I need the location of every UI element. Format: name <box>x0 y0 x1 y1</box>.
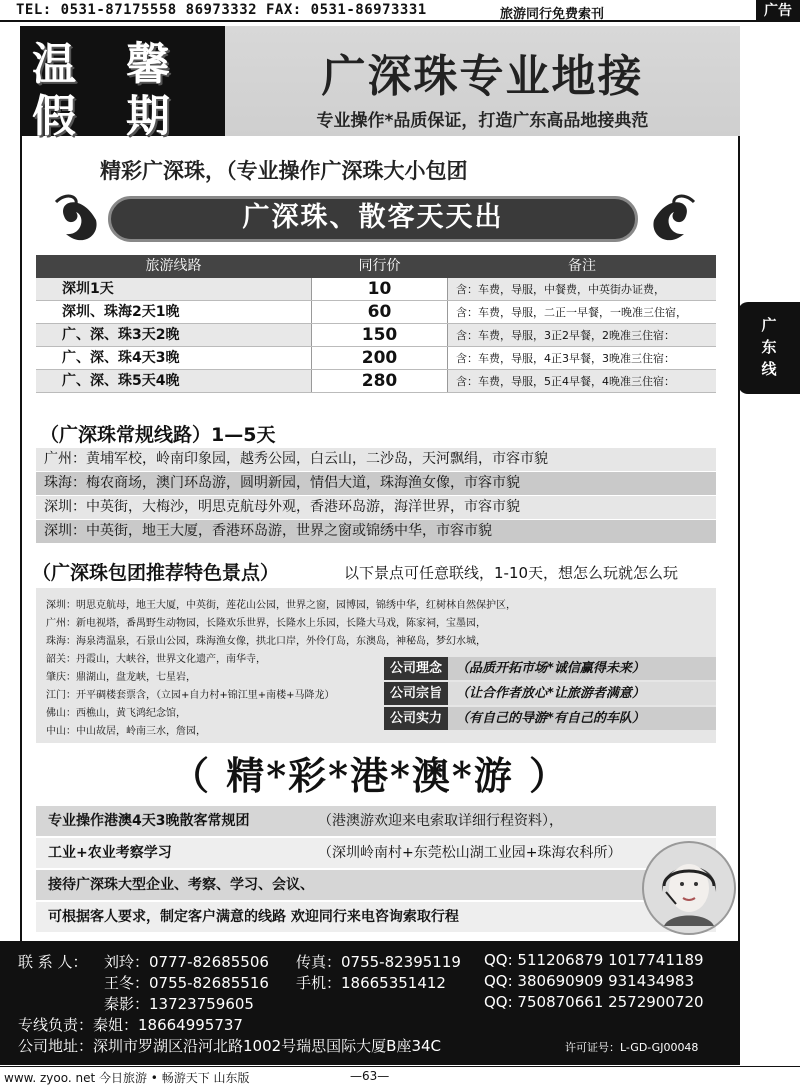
brand-char-3: 假 <box>32 91 76 142</box>
featured-spots-note: 以下景点可任意联线，1-10天，想怎么玩就怎么玩 <box>344 564 679 582</box>
hk-row-note: （港澳游欢迎来电索取详细行程资料）， <box>318 813 563 829</box>
qq-number: QQ: 511206879 1017741189 <box>484 951 704 969</box>
note-cell: 含：车费，导服，5正4早餐，4晚准三住宿： <box>456 375 675 388</box>
price-cell: 150 <box>311 324 448 346</box>
page-footer <box>0 1066 800 1086</box>
page-subtitle: 专业操作*品质保证，打造广东高品地接典范 <box>316 111 649 131</box>
hk-row-main: 可根据客人要求，制定客户满意的线路 欢迎同行来电咨询索取行程 <box>48 909 459 925</box>
table-body <box>36 278 716 393</box>
company-key: 公司理念 <box>384 657 448 680</box>
contact-block <box>0 941 740 1065</box>
company-philosophy-row <box>384 657 716 680</box>
company-key: 公司实力 <box>384 707 448 730</box>
hk-row <box>36 902 716 932</box>
contacts-label: 联 系 人： <box>18 953 88 971</box>
list-item: 中山：中山故居，岭南三水，詹园， <box>46 726 206 737</box>
left-ornament-icon <box>52 190 102 248</box>
brand-char-1: 温 <box>32 39 76 90</box>
list-item: 佛山：西樵山，黄飞鸿纪念馆， <box>46 708 186 719</box>
company-purpose-row <box>384 682 716 705</box>
top-bar <box>0 0 800 22</box>
hk-row <box>36 870 716 900</box>
region-tab <box>738 302 800 394</box>
header-panel <box>225 26 740 136</box>
company-value: （让合作者放心*让旅游者满意） <box>456 686 645 701</box>
price-cell: 200 <box>311 347 448 369</box>
brand-char-4: 期 <box>126 91 170 142</box>
contact-line: TEL: 0531-87175558 86973332 FAX: 0531-86973331 <box>16 2 427 18</box>
index-label: 旅游同行免费索刊 <box>500 7 605 22</box>
customer-service-avatar-icon <box>640 836 738 936</box>
list-item: 珠海：梅农商场，澳门环岛游，圆明新园，情侣大道，珠海渔女像，市容市貌 <box>36 472 716 495</box>
region-tab-char-1: 广 <box>761 316 777 334</box>
hk-row-main: 工业+农业考察学习 <box>48 845 172 861</box>
note-cell: 含：车费，导服，4正3早餐，3晚准三住宿： <box>456 352 675 365</box>
route-cell: 广、深、珠5天4晚 <box>62 373 180 389</box>
list-item: 广州：新电视塔，番禺野生动物园，长隆欢乐世界，长隆水上乐园，长隆大马戏，陈家祠，宝墨园， <box>46 618 486 629</box>
list-item: 珠海：海泉湾温泉，石景山公园，珠海渔女像，拱北口岸，外伶仃岛，东澳岛，神秘岛，梦幻水城， <box>46 636 486 647</box>
table-row <box>36 324 716 347</box>
note-cell: 含：车费，导服，二正一早餐，一晚准三住宿， <box>456 306 687 319</box>
qq-number: QQ: 380690909 931434983 <box>484 972 694 990</box>
hk-row <box>36 806 716 836</box>
col-price: 同行价 <box>358 258 401 274</box>
price-cell: 10 <box>311 278 448 300</box>
company-address: 公司地址：深圳市罗湖区沿河北路1002号瑞思国际大厦B座34C <box>18 1037 442 1055</box>
hk-row-main: 接待广深珠大型企业、考察、学习、会议、 <box>48 877 314 893</box>
route-cell: 深圳1天 <box>62 281 114 297</box>
table-row <box>36 347 716 370</box>
list-item: 深圳：中英街，地王大厦，香港环岛游，世界之窗或锦绣中华，市容市貌 <box>36 520 716 543</box>
ad-tag: 广告 <box>756 0 800 22</box>
line-manager: 专线负责：秦姐：18664995737 <box>18 1016 243 1034</box>
hk-row-main: 专业操作港澳4天3晚散客常规团 <box>48 813 250 829</box>
qq-number: QQ: 750870661 2572900720 <box>484 993 704 1011</box>
page-number: —63— <box>350 1069 390 1083</box>
col-note: 备注 <box>568 258 596 274</box>
brand-logo <box>20 26 225 142</box>
hk-macau-title: （ 精*彩*港*澳*游 ） <box>171 753 569 798</box>
mobile-number: 手机：18665351412 <box>296 974 446 992</box>
col-route: 旅游线路 <box>145 258 202 274</box>
note-cell: 含：车费，导服，3正2早餐，2晚准三住宿： <box>456 329 675 342</box>
company-key: 公司宗旨 <box>384 682 448 705</box>
route-cell: 广、深、珠4天3晚 <box>62 350 180 366</box>
list-item: 深圳：明思克航母，地王大厦，中英街，莲花山公园，世界之窗，园博园，锦绣中华，红树林自然保护区， <box>46 600 516 611</box>
company-strength-row <box>384 707 716 730</box>
list-item: 深圳：中英街，大梅沙，明思克航母外观，香港环岛游，海洋世界，市容市貌 <box>36 496 716 519</box>
region-tab-char-2: 东 <box>761 338 777 356</box>
company-value: （有自己的导游*有自己的车队） <box>456 711 645 726</box>
footer-site: www. zyoo. net 今日旅游 • 畅游天下 山东版 <box>4 1071 250 1085</box>
slogan: 精彩广深珠，（专业操作广深珠大小包团 <box>100 159 468 183</box>
price-cell: 60 <box>311 301 448 323</box>
table-row <box>36 301 716 324</box>
route-cell: 深圳、珠海2天1晚 <box>62 304 180 320</box>
table-row <box>36 370 716 393</box>
hk-row <box>36 838 716 868</box>
fax-number: 传真：0755-82395119 <box>296 953 461 971</box>
price-table <box>36 255 716 393</box>
contact-person: 王冬：0755-82685516 <box>104 974 269 992</box>
list-item: 韶关：丹霞山，大峡谷，世界文化遗产，南华寺， <box>46 654 266 665</box>
company-value: （品质开拓市场*诚信赢得未来） <box>456 661 645 676</box>
list-item: 肇庆：鼎湖山，盘龙峡，七星岩， <box>46 672 196 683</box>
table-header <box>36 255 716 278</box>
right-ornament-icon <box>648 190 698 248</box>
price-cell: 280 <box>311 370 448 392</box>
note-cell: 含：车费，导服，中餐费，中英街办证费， <box>456 283 665 296</box>
region-tab-char-3: 线 <box>761 360 777 378</box>
featured-spots-title: （广深珠包团推荐特色景点） <box>32 562 280 584</box>
daily-departure-banner: 广深珠、散客天天出 <box>108 196 638 242</box>
regular-routes-title: （广深珠常规线路）1—5天 <box>40 424 276 446</box>
contact-person: 刘玲：0777-82685506 <box>104 953 269 971</box>
route-cell: 广、深、珠3天2晚 <box>62 327 180 343</box>
page-title: 广深珠专业地接 <box>321 51 644 102</box>
list-item: 广州：黄埔军校，岭南印象园，越秀公园，白云山，二沙岛，天河飘绢，市容市貌 <box>36 448 716 471</box>
brand-char-2: 馨 <box>126 39 170 90</box>
contact-person: 秦影：13723759605 <box>104 995 254 1013</box>
list-item: 江门：开平碉楼套票含，（立园+自力村+锦江里+南楼+马降龙） <box>46 690 335 701</box>
license-number: 许可证号：L-GD-GJ00048 <box>565 1041 699 1054</box>
hk-row-note: （深圳岭南村+东莞松山湖工业园+珠海农科所） <box>318 845 622 861</box>
table-row <box>36 278 716 301</box>
